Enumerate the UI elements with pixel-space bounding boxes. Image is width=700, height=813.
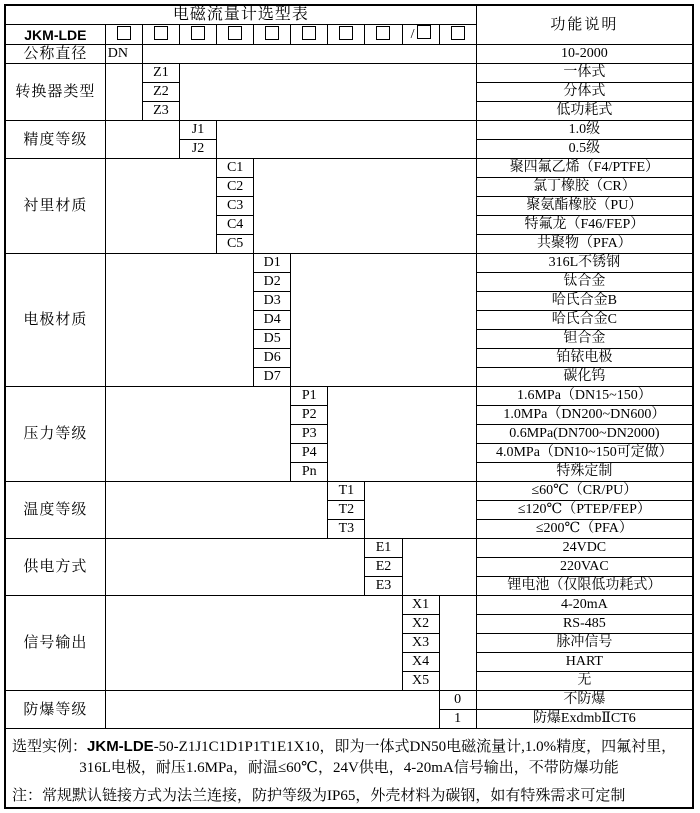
model-checkbox-cell-8 [365,25,402,45]
desc-cell: 氯丁橡胶（CR） [476,178,693,197]
section-label-accuracy-class: 精度等级 [5,121,105,159]
spacer-cell [105,482,328,539]
code-cell: Z2 [142,83,179,102]
code-cell: C3 [217,197,254,216]
code-cell: Z3 [142,102,179,121]
code-cell: E3 [365,577,402,596]
code-cell: C1 [217,159,254,178]
spacer-cell [291,254,476,387]
spacer-cell [402,539,476,596]
desc-cell: 4.0MPa（DN10~150可定做） [476,444,693,463]
model-checkbox-cell-1 [105,25,142,45]
spacer-cell [105,691,439,729]
spacer-cell [105,387,290,482]
code-cell: E1 [365,539,402,558]
code-cell: T2 [328,501,365,520]
desc-cell: 无 [476,672,693,691]
code-cell: D6 [254,349,291,368]
section-label-electrode-material: 电极材质 [5,254,105,387]
spacer-cell [365,482,476,539]
checkbox-icon[interactable] [417,25,431,39]
desc-cell: 4-20mA [476,596,693,615]
desc-cell: 24VDC [476,539,693,558]
section-label-power-supply: 供电方式 [5,539,105,596]
desc-cell: RS-485 [476,615,693,634]
spacer-cell [439,596,476,691]
desc-cell: 碳化钨 [476,368,693,387]
desc-cell: 0.6MPa(DN700~DN2000) [476,425,693,444]
function-column-header: 功能说明 [476,5,693,45]
spacer-cell [217,121,477,159]
checkbox-icon[interactable] [339,26,353,40]
spacer-cell [179,64,476,121]
spacer-cell [142,45,476,64]
code-cell: DN [105,45,142,64]
model-prefix: JKM-LDE [5,25,105,45]
code-cell: X2 [402,615,439,634]
desc-cell: 一体式 [476,64,693,83]
section-label-temperature-class: 温度等级 [5,482,105,539]
desc-cell: 铂铱电极 [476,349,693,368]
code-cell: P4 [291,444,328,463]
footer-notes [5,729,693,809]
model-checkbox-cell-4 [217,25,254,45]
checkbox-icon[interactable] [376,26,390,40]
desc-cell: 锂电池（仅限低功耗式） [476,577,693,596]
model-checkbox-cell-3 [179,25,216,45]
desc-cell: 聚四氟乙烯（F4/PTFE） [476,159,693,178]
code-cell: P3 [291,425,328,444]
spacer-cell [105,596,402,691]
selection-example-line1 [12,736,686,758]
desc-cell: 特氟龙（F46/FEP） [476,216,693,235]
desc-cell: 10-2000 [476,45,693,64]
section-label-signal-output: 信号输出 [5,596,105,691]
spacer-cell [105,539,365,596]
desc-cell: HART [476,653,693,672]
desc-cell: 不防爆 [476,691,693,710]
desc-cell: 防爆ExdmbⅡCT6 [476,710,693,729]
desc-cell: 220VAC [476,558,693,577]
code-cell: D3 [254,292,291,311]
desc-cell: 钽合金 [476,330,693,349]
section-label-explosion-proof: 防爆等级 [5,691,105,729]
spacer-cell [105,121,179,159]
spacer-cell [254,159,477,254]
example-label: 选型实例： [12,739,88,755]
spacer-cell [105,64,142,121]
model-checkbox-cell-5 [254,25,291,45]
slash-separator: / [410,27,415,42]
desc-cell: 聚氨酯橡胶（PU） [476,197,693,216]
code-cell: P1 [291,387,328,406]
desc-cell: 316L不锈钢 [476,254,693,273]
code-cell: D5 [254,330,291,349]
code-cell: X3 [402,634,439,653]
default-config-note: 注：常规默认链接方式为法兰连接，防护等级为IP65，外壳材料为碳钢，如有特殊需求可定制 [12,788,626,804]
code-cell: C4 [217,216,254,235]
code-cell: D4 [254,311,291,330]
selection-example-line2: 316L电极，耐压1.6MPa，耐温≤60℃，24V供电，4-20mA信号输出，不带防爆功能 [79,760,619,776]
code-cell: D7 [254,368,291,387]
desc-cell: 脉冲信号 [476,634,693,653]
desc-cell: 1.0级 [476,121,693,140]
desc-cell: 哈氏合金B [476,292,693,311]
selection-table [4,4,694,809]
code-cell: Z1 [142,64,179,83]
code-cell: T1 [328,482,365,501]
desc-cell: ≤200℃（PFA） [476,520,693,539]
model-checkbox-cell-10 [439,25,476,45]
desc-cell: 特殊定制 [476,463,693,482]
checkbox-icon[interactable] [191,26,205,40]
section-label-nominal-diameter: 公称直径 [5,45,105,64]
code-cell: D2 [254,273,291,292]
example-description: -50-Z1J1C1D1P1T1E1X10，即为一体式DN50电磁流量计,1.0%精度，四氟衬里， [153,739,677,755]
spacer-cell [105,159,216,254]
model-checkbox-cell-6 [291,25,328,45]
code-cell: X4 [402,653,439,672]
table-title: 电磁流量计选型表 [5,5,476,25]
desc-cell: 1.6MPa（DN15~150） [476,387,693,406]
code-cell: T3 [328,520,365,539]
code-cell: J2 [179,140,216,159]
checkbox-icon[interactable] [154,26,168,40]
model-checkbox-cell-7 [328,25,365,45]
section-label-pressure-class: 压力等级 [5,387,105,482]
code-cell: D1 [254,254,291,273]
checkbox-icon[interactable] [451,26,465,40]
checkbox-icon[interactable] [302,26,316,40]
desc-cell: 0.5级 [476,140,693,159]
model-checkbox-cell-9 [402,25,439,45]
checkbox-icon[interactable] [228,26,242,40]
section-label-lining-material: 衬里材质 [5,159,105,254]
code-cell: C2 [217,178,254,197]
code-cell: 0 [439,691,476,710]
code-cell: X1 [402,596,439,615]
desc-cell: 1.0MPa（DN200~DN600） [476,406,693,425]
spacer-cell [105,254,253,387]
desc-cell: ≤120℃（PTEP/FEP） [476,501,693,520]
desc-cell: 钛合金 [476,273,693,292]
code-cell: P2 [291,406,328,425]
model-checkbox-cell-2 [142,25,179,45]
desc-cell: 哈氏合金C [476,311,693,330]
code-cell: Pn [291,463,328,482]
code-cell: 1 [439,710,476,729]
desc-cell: ≤60℃（CR/PU） [476,482,693,501]
desc-cell: 低功耗式 [476,102,693,121]
code-cell: J1 [179,121,216,140]
desc-cell: 分体式 [476,83,693,102]
code-cell: C5 [217,235,254,254]
desc-cell: 共聚物（PFA） [476,235,693,254]
checkbox-icon[interactable] [117,26,131,40]
checkbox-icon[interactable] [265,26,279,40]
code-cell: X5 [402,672,439,691]
section-label-converter-type: 转换器类型 [5,64,105,121]
example-model-code: JKM-LDE [87,738,154,755]
spacer-cell [328,387,476,482]
code-cell: E2 [365,558,402,577]
